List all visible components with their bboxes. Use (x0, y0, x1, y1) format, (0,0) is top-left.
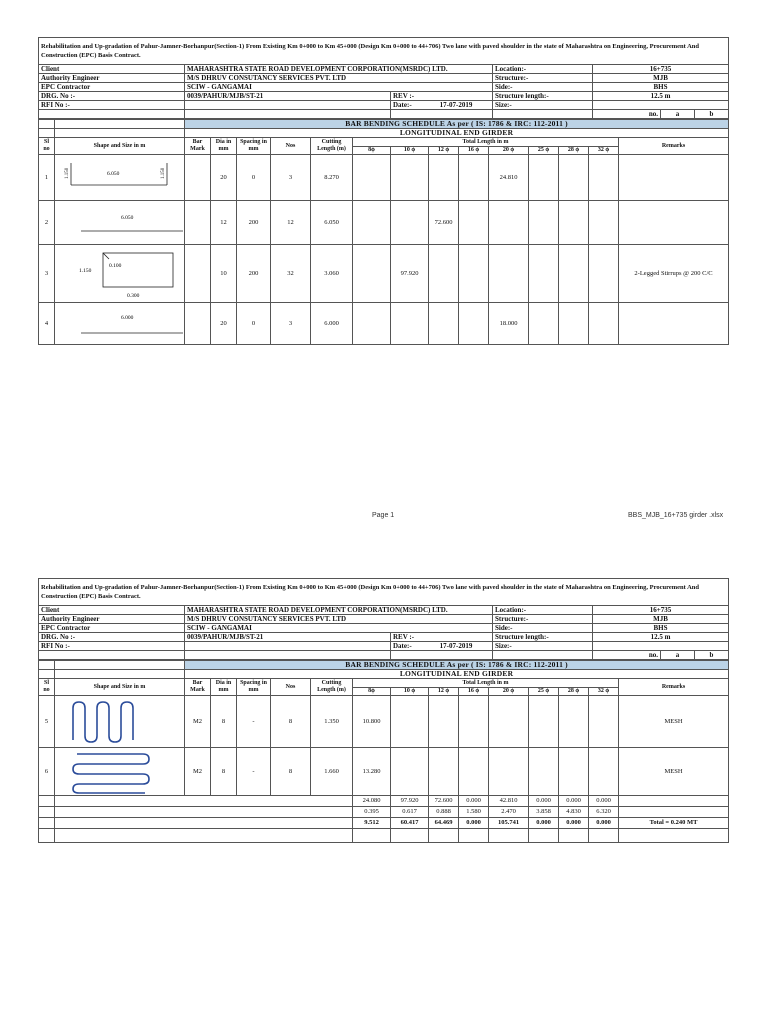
totals-length-row: 24.080 97.920 72.600 0.000 42.810 0.000 0.000 0.000 (39, 796, 729, 807)
side-value: BHS (593, 83, 729, 92)
totals-weight-row: 9.512 60.417 64.469 0.000 105.741 0.000 0.000 0.000 Total = 0.240 MT (39, 818, 729, 829)
col-dia: Dia in mm (211, 138, 237, 155)
mesh-shape-vertical (55, 696, 185, 748)
schedule-table (38, 119, 729, 345)
authority-label: Authority Engineer (39, 74, 185, 83)
col-d20: 20 ϕ (489, 147, 529, 155)
schedule-table-2: BAR BENDING SCHEDULE As per ( IS: 1786 & IRC: 112-2011 ) LONGITUDINAL END GIRDER Sl no Shape and Size in m Bar Mark Dia in mm Spacing in mm Nos Cutting Length (m) Total Length in m Remarks 8ϕ 10 ϕ 12 ϕ 16 ϕ 20 ϕ 25 ϕ 28 ϕ 32 ϕ 5 M2 8 - 8 1.350 10.800 MESH 6 M2 8 - 8 1.660 13.280 MESH 24.080 97.920 72.600 0.000 42.810 0.000 0.000 0.000 0.395 0.617 0.888 1.580 2.470 3.858 4.830 6.320 9.512 60.417 64.469 0.000 105.741 0.000 0.000 0.000 Total = 0.240 MT (38, 660, 729, 843)
date-cell (391, 101, 493, 110)
col-d16: 16 ϕ (459, 147, 489, 155)
shape-4-label-length: 6.000 (121, 315, 134, 321)
col-shape: Shape and Size in m (55, 138, 185, 155)
location-value: 16+735 (593, 65, 729, 74)
size-label: Size:- (493, 101, 593, 110)
col-remarks: Remarks (619, 138, 729, 155)
col-total-length: Total Length in m (353, 138, 619, 147)
bar-shape-2-drawing (55, 201, 185, 245)
schedule-title: BAR BENDING SCHEDULE As per ( IS: 1786 & IRC: 112-2011 ) (185, 120, 729, 129)
shape-3-label-hook: 0.100 (109, 263, 122, 269)
authority-value: M/S DHRUV CONSUTANCY SERVICES PVT. LTD (185, 74, 493, 83)
bar-shape-1-drawing (55, 155, 185, 201)
total-weight: Total = 0.240 MT (619, 818, 729, 829)
shape-1-label-left: 1.150 (65, 167, 70, 179)
shape-2-label-length: 6.050 (121, 215, 134, 221)
shape-3-label-width: 0.300 (127, 293, 140, 299)
shape-1-label-length: 6.050 (107, 171, 120, 177)
bar-shape-2 (55, 201, 185, 245)
col-d25: 25 ϕ (529, 147, 559, 155)
bar-shape-3 (55, 245, 185, 303)
col-d12: 12 ϕ (429, 147, 459, 155)
col-d10: 10 ϕ (391, 147, 429, 155)
project-title: Rehabilitation and Up-gradation of Pahur-Jamner-Borhanpur(Section-1) From Existing Km 0+000 to Km 45+000 (Design Km 0+000 to 44+706) Two lane with paved shoulder in the state of Maharashtra on Engineering, Procurement And Construction (EPC) Basis Contract. (39, 38, 729, 65)
date-value: 17-07-2019 (439, 101, 473, 109)
rev-label: REV :- (391, 92, 493, 101)
totals-unit-weight-row: 0.395 0.617 0.888 1.580 2.470 3.858 4.830 6.320 (39, 807, 729, 818)
member-title: LONGITUDINAL END GIRDER (185, 129, 729, 138)
col-cutting: Cutting Length (m) (311, 138, 353, 155)
bar-shape-1 (55, 155, 185, 201)
drg-value: 0039/PAHUR/MJB/ST-21 (185, 92, 391, 101)
location-label: Location:- (493, 65, 593, 74)
drg-label: DRG. No :- (39, 92, 185, 101)
project-title-2: Rehabilitation and Up-gradation of Pahur-Jamner-Borhanpur(Section-1) From Existing Km 0+000 to Km 45+000 (Design Km 0+000 to 44+706) Two lane with paved shoulder in the state of Maharashtra on Engineering, Procurement And Construction (EPC) Basis Contract. (39, 579, 729, 606)
col-d32: 32 ϕ (589, 147, 619, 155)
col-nos: Nos (271, 138, 311, 155)
header-table-2: Rehabilitation and Up-gradation of Pahur-Jamner-Borhanpur(Section-1) From Existing Km 0+000 to Km 45+000 (Design Km 0+000 to 44+706) Two lane with paved shoulder in the state of Maharashtra on Engineering, Procurement And Construction (EPC) Basis Contract. Client MAHARASHTRA STATE ROAD DEVELOPMENT CORPORATION(MSRDC) LTD. Location:- 16+735 Authority Engineer M/S DHRUV CONSUTANCY SERVICES PVT. LTD Structure:- MJB EPC Contractor SCIW - GANGAMAI Side:- BHS DRG. No :- 0039/PAHUR/MJB/ST-21 REV :- Structure length:- 12.5 m RFI No :- Date:- 17-07-2019 Size:- no. a b (38, 578, 729, 660)
structure-value: MJB (593, 74, 729, 83)
col-mark: Bar Mark (185, 138, 211, 155)
bar-shape-3-drawing (55, 245, 185, 303)
bar-shape-4 (55, 303, 185, 345)
shape-1-label-right: 1.150 (161, 167, 166, 179)
size-col-b: b (695, 110, 729, 119)
mesh-shape-horizontal (55, 748, 185, 796)
mesh-horizontal-drawing (55, 748, 185, 796)
rfi-value (185, 101, 391, 110)
structure-label: Structure:- (493, 74, 593, 83)
col-spacing: Spacing in mm (237, 138, 271, 155)
rfi-label: RFI No :- (39, 101, 185, 110)
col-sl: Sl no (39, 138, 55, 155)
table-row: 1 6.050 1.150 1.150 20 0 3 8.270 24.810 (39, 155, 729, 201)
size-col-a: a (661, 110, 695, 119)
table-row: 6 M2 8 - 8 1.660 13.280 MESH (39, 748, 729, 796)
structure-length-value: 12.5 m (593, 92, 729, 101)
contractor-label: EPC Contractor (39, 83, 185, 92)
table-row: 2 6.050 12 200 12 6.050 72.600 (39, 201, 729, 245)
client-label: Client (39, 65, 185, 74)
contractor-value: SCIW - GANGAMAI (185, 83, 493, 92)
table-row: 5 M2 8 - 8 1.350 10.800 MESH (39, 696, 729, 748)
col-d28: 28 ϕ (559, 147, 589, 155)
side-label: Side:- (493, 83, 593, 92)
col-d8: 8ϕ (353, 147, 391, 155)
bbs-sheet-page-2 (38, 578, 728, 843)
bar-shape-4-drawing (55, 303, 185, 345)
size-col-no: no. (593, 110, 661, 119)
client-value: MAHARASHTRA STATE ROAD DEVELOPMENT CORPORATION(MSRDC) LTD. (185, 65, 493, 74)
date-label: Date:- (393, 101, 412, 109)
table-row: 3 1.150 0.100 0.300 10 200 32 3.060 97.920 2-Legged Stirrups @ 200 C/C (39, 245, 729, 303)
size-value (593, 101, 729, 110)
footer-file-name: BBS_MJB_16+735 girder .xlsx (628, 512, 724, 519)
mesh-vertical-drawing (55, 696, 185, 748)
footer-page-number: Page 1 (372, 512, 395, 519)
shape-3-label-height: 1.150 (79, 268, 92, 274)
table-row: 4 6.000 20 0 3 6.000 18.000 (39, 303, 729, 345)
header-table (38, 37, 729, 119)
bbs-sheet-page-1 (38, 37, 728, 345)
structure-length-label: Structure length:- (493, 92, 593, 101)
